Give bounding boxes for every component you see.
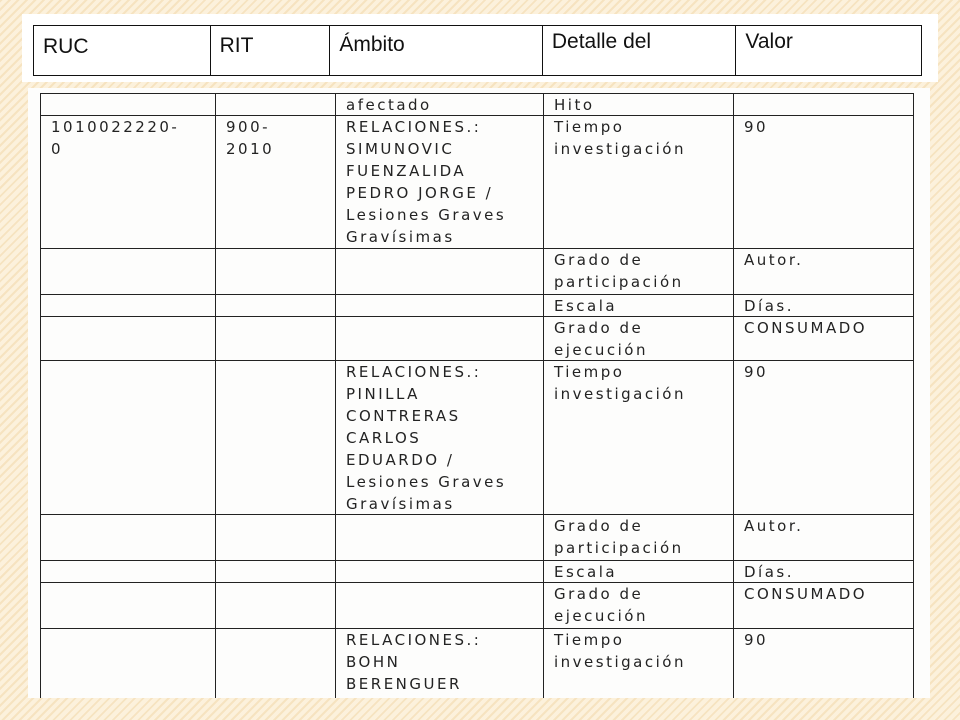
table-row: [41, 249, 914, 295]
cell-detalle: Tiempo investigación: [544, 361, 734, 514]
cell-detalle: Escala: [544, 295, 734, 316]
cell-valor: CONSUMADO: [734, 583, 914, 628]
cell-ruc: 1010022220- 0: [41, 116, 216, 248]
cell-ruc: [41, 94, 216, 115]
cell-rit: [216, 249, 336, 294]
cell-valor: 90: [734, 116, 914, 248]
cell-rit: [216, 561, 336, 582]
cell-ambito: RELACIONES.: BOHN BERENGUER: [336, 629, 544, 698]
cell-valor: Autor.: [734, 515, 914, 560]
table-row: [41, 116, 914, 249]
header-cell-rit: RIT: [211, 26, 331, 75]
table-row: [41, 317, 914, 361]
cell-ambito: [336, 561, 544, 582]
header-cell-detalle: Detalle del: [543, 26, 737, 75]
header-cell-valor: Valor: [745, 30, 793, 53]
cell-detalle: Grado de participación: [544, 515, 734, 560]
cell-ruc: [41, 629, 216, 698]
table-row: [41, 515, 914, 561]
scanned-document-panel: [28, 88, 930, 698]
cell-valor: Días.: [734, 561, 914, 582]
table-row: [41, 361, 914, 515]
table-row: [41, 583, 914, 629]
cell-ambito: RELACIONES.: PINILLA CONTRERAS CARLOS EDUARDO / Lesiones Graves Gravísimas: [336, 361, 544, 514]
cell-rit: [216, 583, 336, 628]
cell-ambito: [336, 249, 544, 294]
table-row: [41, 629, 914, 698]
cell-rit: [216, 317, 336, 360]
cell-rit: [216, 94, 336, 115]
cell-valor: 90: [734, 361, 914, 514]
cell-detalle: Grado de ejecución: [544, 583, 734, 628]
table-row: [41, 295, 914, 317]
cell-valor: Autor.: [734, 249, 914, 294]
cell-ambito: [336, 317, 544, 360]
cell-valor: Días.: [734, 295, 914, 316]
cell-ambito: [336, 583, 544, 628]
cell-ambito: [336, 295, 544, 316]
header-cell-ambito: Ámbito: [330, 26, 543, 75]
cell-rit: [216, 629, 336, 698]
cell-detalle: Grado de ejecución: [544, 317, 734, 360]
cell-detalle: Hito: [544, 94, 734, 115]
cell-ruc: [41, 295, 216, 316]
cell-valor: [734, 94, 914, 115]
cell-detalle: Tiempo investigación: [544, 629, 734, 698]
cell-detalle: Tiempo investigación: [544, 116, 734, 248]
cell-ruc: [41, 249, 216, 294]
cell-ambito: afectado: [336, 94, 544, 115]
header-cell-ruc: RUC: [34, 26, 211, 75]
cell-detalle: Grado de participación: [544, 249, 734, 294]
cell-ruc: [41, 361, 216, 514]
cell-ambito: RELACIONES.: SIMUNOVIC FUENZALIDA PEDRO JORGE / Lesiones Graves Gravísimas: [336, 116, 544, 248]
cell-rit: [216, 515, 336, 560]
table-row: [41, 561, 914, 583]
cell-rit: 900- 2010: [216, 116, 336, 248]
cell-valor: CONSUMADO: [734, 317, 914, 360]
cell-ambito: [336, 515, 544, 560]
scan-table-body: [40, 93, 914, 698]
cell-detalle: Escala: [544, 561, 734, 582]
cell-rit: [216, 361, 336, 514]
table-row: [41, 94, 914, 116]
cell-rit: [216, 295, 336, 316]
cell-valor: 90: [734, 629, 914, 698]
cell-ruc: [41, 317, 216, 360]
header-panel: [22, 14, 938, 82]
cell-ruc: [41, 515, 216, 560]
header-table: [33, 25, 922, 76]
cell-ruc: [41, 561, 216, 582]
cell-ruc: [41, 583, 216, 628]
